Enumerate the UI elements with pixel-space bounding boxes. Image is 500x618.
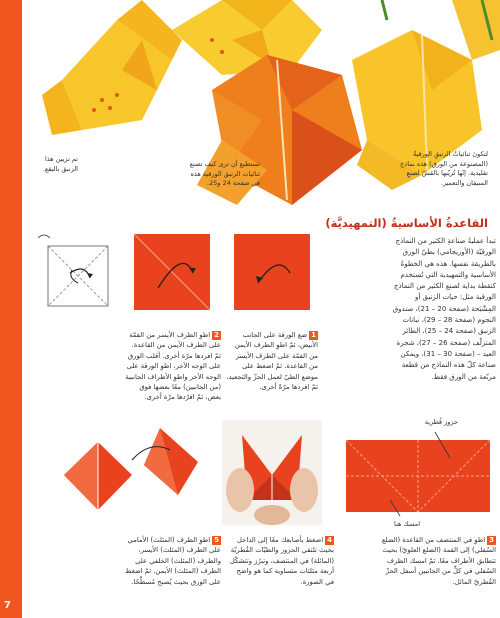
step-4-text	[226, 535, 334, 587]
diagram-step-2-red-square	[128, 228, 216, 316]
diagram-step-2-white-square	[30, 228, 122, 320]
step-5-number: 5	[214, 536, 219, 544]
page-number: 7	[4, 600, 11, 611]
step-1-number: 1	[311, 331, 316, 339]
step-3-body: اطوِ في المنتصف من القاعدة (الضلع السُفلي) إلى القمة (الضلع العلويّ) بحيث تتطابق الأطراف معًا. ثمّ امسك الطرف السُفلي في كلٍّ من الجانبين أسفل الحزّ القُطريّ المائل.	[381, 536, 496, 586]
orange-sidebar	[0, 0, 22, 618]
step-3-number: 3	[489, 536, 494, 544]
caption-lilies-traditional: لتكونَ ثنائياتُ الزنبقِ الورقيةُ (المصنوعة من الورق) هذه نماذجَ تقليدية. إنّها تُزيّنها بالقشّ لصنعِ السيقان والتعمير.	[400, 150, 488, 187]
label-hold-here: امسك هنا	[394, 520, 420, 528]
caption-spots: تم تزيين هذا الزنبق بالبقع.	[42, 155, 78, 173]
step-2-text	[125, 330, 221, 403]
step-5-body: اطوِ الطرف (المثلث) الأمامي على الطرف (المثلث) الأيسر، والطرف (المثلث) الخلفي على الطرف (المثلث) الأيمن. ثمّ اضغط على الورق بحيث يُصبح مُسطَّحًا.	[125, 536, 221, 586]
diagram-step-4-hands-photo	[222, 420, 322, 525]
caption-see-page: تستطيع أن ترى كيف تصنع ثنائيات الزنبق الورقية هذه في صفحة 24 و25.	[189, 160, 260, 187]
step-4-body: اضغط بأصابعك معًا إلى الداخل بحيث تلتقي الحزوز والطيّات القُطريّة (المائلة) في المنتصف، وتبرُز وتتشكّل أربعة مثلثات متساوية كما هو واضح في الصورة.	[229, 536, 334, 586]
step-3-text	[380, 535, 496, 587]
step-2-body: اطوِ الطرف الأيسر من القمّة على الطرف الأيمن من القاعدة. ثمّ افردها مرّة أخرى. أقلب الورق على الوجه الآخر، اطوِ الورقة على الوجه الآخر واطوِ الأطراف الجانبية (من الجانبين) معًا بعضها فوق بعض، ثمّ افرّدها مرّة أخرى.	[125, 331, 221, 402]
step-1-body: ضع الورقة على الجانب الأبيض، ثمّ اطوِ الطرف الأيمن من القمّة على الطرف الأيسر من القاعدة. ثمّ اضغط على موضع الطيّ لعمل الحزّ والتجعيد، ثمّ افردها مرّةً أخرى.	[226, 331, 318, 392]
step-5-text	[125, 535, 221, 587]
label-diagonal-creases: حزوز قُطرية	[424, 418, 458, 426]
step-1-text	[226, 330, 318, 392]
diagram-step-1-red-square	[228, 228, 316, 316]
diagram-step-5-diamonds	[60, 420, 200, 530]
diagram-step-3-red-rectangle	[340, 418, 496, 528]
intro-paragraph: تبدأ عمليةُ صناعةِ الكثير من النماذج الورقيّة (الأوريجامي) بطيّ الورق بالطريقة نفسها. هذه هي الخطوةُ الأساسية والتمهيدية التي تُستخدم كنقطة بداية لصنع الكثير من النماذج الورقية مثل: حيات الزنبق أو المِشْبَحة (صفحة 20 – 21)، صندوق النجوم (صفحة 28 – 29)، نباتات الزنبق (صفحة 24 – 25)، الطائر المتزلّف (صفحة 26 – 27)، شجرة العيد – (صفحة 30 – 31)، ويمكن صناعة كلّ هذه النماذج من قطعة مربّعة من الورق فقط.	[392, 237, 496, 381]
step-4-number: 4	[327, 536, 332, 544]
step-2-number: 2	[214, 331, 219, 339]
section-title: القاعدةُ الأساسيةُ (التمهيديَّة)	[325, 216, 488, 230]
